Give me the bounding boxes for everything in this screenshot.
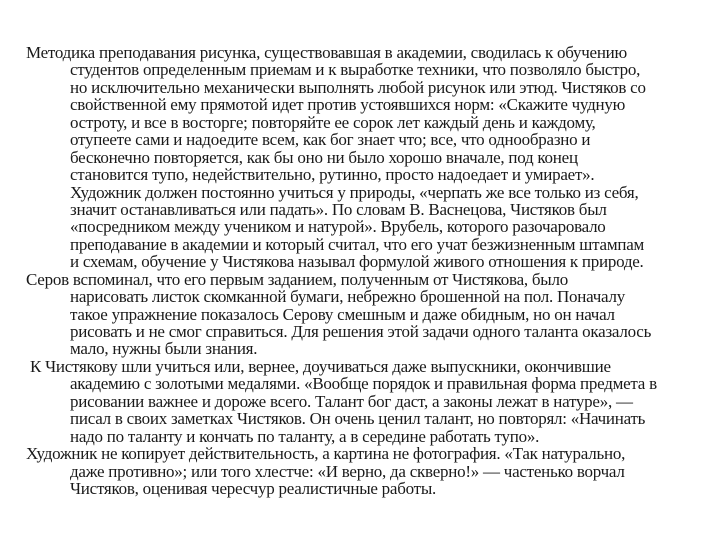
paragraph-line: мало, нужны были знания.: [70, 339, 258, 359]
paragraph-line: нарисовать листок скомканной бумаги, небрежно брошенной на пол. Поначалу: [70, 287, 625, 307]
paragraph-line: надо по таланту и кончать по таланту, а в середине работать тупо».: [70, 426, 540, 446]
paragraph-line: отупеете сами и надоедите всем, как бог знает что; все, что однообразно и: [70, 130, 591, 150]
paragraph-line: Художник должен постоянно учиться у природы, «черпать же все только из себя,: [70, 182, 639, 202]
paragraph-line: такое упражнение показалось Серову смешным и даже обидным, но он начал: [70, 304, 615, 324]
paragraph: [0, 271, 720, 358]
paragraph: [0, 44, 720, 271]
paragraph-line: и схемам, обучение у Чистякова называл формулой живого отношения к природе.: [70, 252, 644, 272]
paragraph-first-line: Серов вспоминал, что его первым заданием, полученным от Чистякова, было: [26, 269, 568, 289]
paragraph-first-line: Методика преподавания рисунка, существовавшая в академии, сводилась к обучению: [26, 43, 627, 62]
paragraph-line: студентов определенным приемам и к выработке техники, что позволяло быстро,: [70, 60, 641, 80]
paragraph-line: рисовании важнее и дороже всего. Талант бог даст, а законы лежат в натуре», —: [70, 391, 633, 411]
document-body: [0, 44, 720, 497]
paragraph-line: преподавание в академии и который считал, что его учат безжизненным штампам: [70, 234, 644, 254]
paragraph-line: но исключительно механически выполнять любой рисунок или этюд. Чистяков со: [70, 77, 646, 97]
paragraph-first-line: К Чистякову шли учиться или, вернее, доучиваться даже выпускники, окончившие: [30, 356, 611, 376]
paragraph-first-line: Художник не копирует действительность, а картина не фотография. «Так натурально,: [26, 444, 626, 464]
paragraph-line: рисовать и не смог справиться. Для решения этой задачи одного таланта оказалось: [70, 322, 652, 341]
paragraph: [0, 445, 720, 497]
paragraph-line: значит останавливаться или падать». По словам В. Васнецова, Чистяков был: [70, 199, 607, 219]
paragraph-line: писал в своих заметках Чистяков. Он очень ценил талант, но повторял: «Начинать: [70, 409, 646, 429]
paragraph-line: становится тупо, недействительно, рутинно, просто надоедает и умирает».: [70, 165, 595, 185]
paragraph-line: бесконечно повторяется, как бы оно ни было хорошо вначале, под конец: [70, 147, 578, 167]
paragraph-line: академию с золотыми медалями. «Вообще порядок и правильная форма предмета в: [70, 374, 657, 394]
paragraph-line: свойственной ему прямотой идет против устоявшихся норм: «Скажите чудную: [70, 95, 626, 115]
paragraph-line: «посредником между учеником и натурой». Врубель, которого разочаровало: [70, 217, 606, 237]
paragraph-line: остроту, и все в восторге; повторяйте ее сорок лет каждый день и каждому,: [70, 112, 596, 132]
paragraph-line: даже противно»; или того хлестче: «И верно, да скверно!» — частенько ворчал: [70, 461, 625, 481]
paragraph-line: Чистяков, оценивая чересчур реалистичные работы.: [70, 478, 437, 498]
paragraph: [0, 358, 720, 445]
